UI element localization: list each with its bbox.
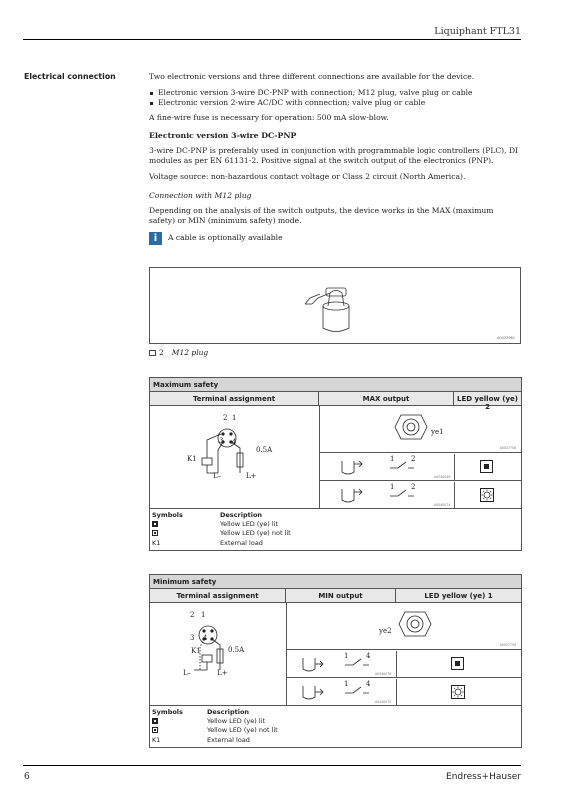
switch-label: 4 [366, 680, 371, 688]
table-title: Maximum safety [150, 378, 521, 392]
col-output: MIN output [286, 589, 396, 602]
m12-plug-drawing [150, 268, 520, 343]
dcpnp-heading: Electronic version 3-wire DC-PNP [149, 131, 297, 140]
led-not-lit-symbol-icon [152, 727, 158, 733]
table-title: Minimum safety [150, 575, 521, 589]
switch-label: 1 [390, 483, 395, 491]
fuse-text: A fine-wire fuse is necessary for operation: 500 mA slow-blow. [149, 112, 389, 122]
m12-socket-icon [393, 411, 433, 447]
figure-id: A0040049 [434, 475, 451, 479]
figure-id: A0040076 [375, 672, 392, 676]
header-rule [23, 39, 521, 40]
k1-label: K1 [191, 647, 201, 655]
symbol-legend [150, 706, 521, 747]
legend-desc: Yellow LED (ye) not lit [220, 529, 291, 538]
pin-label: 1 [201, 611, 206, 619]
pin-label: 2 [223, 414, 228, 422]
col-led: LED yellow (ye) 2 [456, 395, 519, 411]
output-row-lit [320, 454, 522, 481]
figure-caption [149, 348, 208, 357]
fuse-label: 0.5A [228, 646, 245, 654]
legend-symbol: K1 [152, 538, 161, 547]
m12-heading: Connection with M12 plug [149, 191, 252, 200]
pin-label: 4 [203, 634, 208, 642]
section-label: Electrical connection [24, 72, 116, 81]
pin-label: 3 [190, 634, 195, 642]
output-row-not-lit [287, 679, 522, 706]
description-header: Description [207, 708, 250, 716]
min-safety-table [149, 574, 522, 748]
figure-id: A0037758 [499, 446, 516, 450]
fuse-label: 0.5A [256, 446, 273, 454]
figure-id: A0023961 [497, 336, 515, 340]
led-label: ye2 [379, 627, 392, 635]
pin-label: 2 [190, 611, 195, 619]
plug-cell [287, 603, 522, 650]
info-note-text: A cable is optionally available [168, 232, 283, 242]
info-note [149, 232, 521, 245]
switch-open-icon [301, 683, 411, 703]
figure-id: A0040075 [375, 700, 392, 704]
dcpnp-text: 3-wire DC-PNP is preferably used in conjunction with programmable logic controllers (PLC), DI modules as per EN 61131-2. Positive signal at the switch output of the electronics (PNP). [149, 145, 519, 165]
m12-plug-figure [149, 267, 521, 344]
symbols-header: Symbols [152, 511, 183, 519]
col-output: MAX output [319, 392, 454, 405]
legend-desc: Yellow LED (ye) lit [220, 520, 279, 529]
terminal-diagram [170, 615, 270, 695]
table-header-row [150, 392, 521, 411]
led-not-lit-symbol-icon [152, 530, 158, 536]
max-safety-table [149, 377, 522, 551]
legend-symbol: K1 [152, 735, 161, 744]
figure-id: A0040074 [434, 503, 451, 507]
switch-closed-icon [301, 655, 411, 675]
bullet-list [149, 88, 521, 109]
page-number: 6 [24, 772, 30, 782]
table-body [150, 603, 521, 706]
table-body [150, 406, 521, 509]
switch-label: 4 [366, 652, 371, 660]
figure-number: 2 [159, 348, 164, 357]
plug-cell [320, 406, 522, 453]
description-header: Description [220, 511, 263, 519]
led-not-lit-icon [480, 488, 494, 502]
bullet-item: Electronic version 2-wire AC/DC with connection; valve plug or cable [149, 98, 521, 109]
legend-desc: External load [220, 538, 263, 547]
switch-label: 1 [344, 680, 349, 688]
legend-desc: Yellow LED (ye) lit [207, 717, 266, 726]
led-lit-symbol-icon [152, 521, 158, 527]
legend-symbol [152, 726, 207, 735]
body-text [149, 72, 521, 245]
info-icon: i [149, 232, 162, 245]
led-lit-symbol-icon [152, 718, 158, 724]
voltage-text: Voltage source: non-hazardous contact voltage or Class 2 circuit (North America). [149, 171, 466, 181]
switch-label: 1 [390, 455, 395, 463]
table-header-row [150, 589, 521, 603]
footer-rule [23, 765, 521, 766]
m12-socket-icon [397, 608, 437, 644]
figure-icon [149, 350, 156, 356]
output-row-lit [287, 651, 522, 678]
switch-label: 2 [411, 455, 416, 463]
figure-number-group [149, 348, 164, 357]
led-label: ye1 [431, 428, 444, 436]
lminus-label: L– [213, 472, 222, 480]
lplus-label: L+ [217, 669, 228, 677]
led-lit-icon [451, 657, 464, 670]
col-led: LED yellow (ye) 1 [424, 592, 493, 600]
lminus-label: L– [183, 669, 192, 677]
legend-symbol [152, 717, 207, 726]
terminal-diagram [185, 418, 285, 498]
legend-desc: Yellow LED (ye) not lit [207, 726, 278, 735]
switch-label: 2 [411, 483, 416, 491]
pin-label: 1 [232, 414, 237, 422]
output-row-not-lit [320, 482, 522, 509]
figure-caption-text: M12 plug [171, 348, 209, 357]
led-lit-icon [480, 460, 493, 473]
m12-text: Depending on the analysis of the switch outputs, the device works in the MAX (maximum safety) or MIN (minimum safety) mode. [149, 205, 494, 225]
figure-id: A0037759 [499, 643, 516, 647]
symbols-header: Symbols [152, 708, 183, 716]
col-terminal: Terminal assignment [150, 392, 319, 405]
lplus-label: L+ [246, 472, 257, 480]
pin-label: 4 [232, 438, 237, 446]
legend-symbol [152, 520, 220, 529]
k1-label: K1 [187, 455, 197, 463]
bullet-item: Electronic version 3-wire DC-PNP with connection; M12 plug, valve plug or cable [149, 88, 521, 99]
intro-text: Two electronic versions and three different connections are available for the device. [149, 72, 475, 81]
legend-desc: External load [207, 735, 250, 744]
led-not-lit-icon [451, 685, 465, 699]
symbol-legend [150, 509, 521, 550]
switch-label: 1 [344, 652, 349, 660]
pin-label: 3 [219, 437, 224, 445]
brand-name: Endress+Hauser [446, 772, 521, 782]
running-header-title: Liquiphant FTL31 [434, 26, 521, 37]
legend-symbol [152, 529, 220, 538]
col-terminal: Terminal assignment [150, 589, 286, 602]
